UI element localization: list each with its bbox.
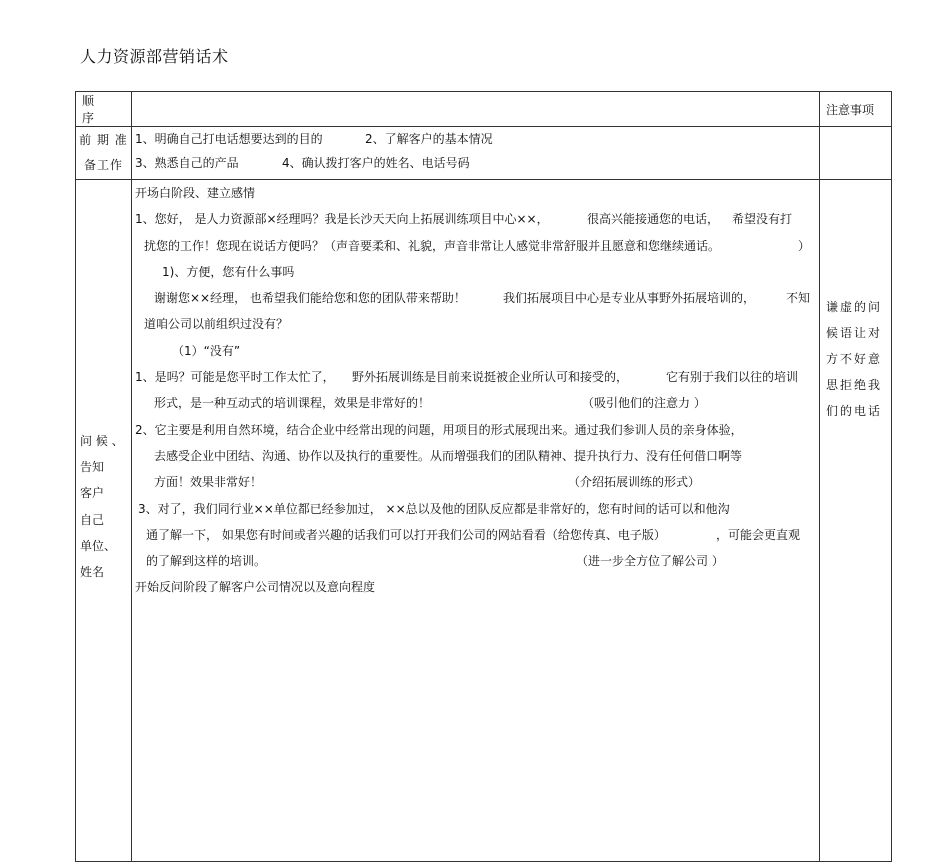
prep-item-1: 1、明确自己打电话想要达到的目的 xyxy=(135,132,323,146)
script-line-thanks-cont: 道咱公司以前组织过没有？ xyxy=(144,317,289,332)
greeting-note-cell xyxy=(820,180,892,862)
note-line: 们的电话 xyxy=(826,404,883,418)
greeting-label-line: 客户 xyxy=(80,486,105,501)
script-text: 不知 xyxy=(786,291,811,306)
note-line: 候语让对 xyxy=(826,326,883,340)
script-line-convenient: 1)、方便，您有什么事吗 xyxy=(162,264,295,279)
greeting-content-cell xyxy=(132,180,820,862)
prep-label-line: 备工作 xyxy=(83,158,123,172)
table-header-row xyxy=(76,92,892,127)
script-line-point2-cont: 去感受企业中团结、沟通、协作以及执行的重要性。从而增强我们的团队精神、提升执行力、没有任何借口啊等 xyxy=(154,448,743,463)
script-text: 它有别于我们以往的培训 xyxy=(666,370,799,385)
script-line-point2-end xyxy=(132,469,819,495)
script-text: 很高兴能接通您的电话， xyxy=(587,212,720,227)
prep-label-cell xyxy=(76,127,132,180)
script-text: ，可能会更直观 xyxy=(716,527,801,542)
header-sequence-cell xyxy=(76,92,132,127)
document-title: 人力资源部营销话术 xyxy=(80,47,229,66)
prep-item-2: 2、了解客户的基本情况 xyxy=(365,132,493,146)
script-line-point3-end xyxy=(132,548,819,574)
prep-line-2 xyxy=(132,151,819,175)
greeting-row xyxy=(76,180,892,862)
script-text: 谢谢您××经理， 也希望我们能给您和您的团队带来帮助！ xyxy=(154,291,466,306)
script-text: （进一步全方位了解公司 ） xyxy=(576,554,724,569)
script-text: 方面！效果非常好！ xyxy=(154,475,263,490)
prep-item-3: 3、熟悉自己的产品 xyxy=(135,156,239,170)
header-note-cell xyxy=(820,92,892,127)
prep-content-cell xyxy=(132,127,820,180)
greeting-label-line: 问 候 、 xyxy=(80,434,124,448)
script-text: ） xyxy=(798,238,811,253)
greeting-label-line: 自己 xyxy=(80,512,105,527)
script-text: 1、您好， 是人力资源部×经理吗？我是长沙天天向上拓展训练项目中心××， xyxy=(135,212,549,227)
note-line: 方不好意 xyxy=(826,352,883,366)
script-text: 希望没有打 xyxy=(732,212,793,227)
script-line-point1-cont xyxy=(132,390,819,416)
header-sequence-label: 顺 序 xyxy=(82,94,105,125)
script-text: 的了解到这样的培训。 xyxy=(146,554,267,569)
header-note-label: 注意事项 xyxy=(826,102,875,117)
script-text: 扰您的工作！您现在说话方便吗？（声音要柔和、礼貌，声音非常让人感觉非常舒服并且愿意和您继续通话。 xyxy=(144,238,721,253)
script-line-thanks xyxy=(132,285,819,311)
note-line: 思拒绝我 xyxy=(826,378,883,392)
script-text: （介绍拓展训练的形式） xyxy=(568,475,701,490)
greeting-label-line: 单位、 xyxy=(80,538,117,553)
script-line-greeting xyxy=(132,206,819,232)
script-line-point3-cont xyxy=(132,522,819,548)
prep-item-4: 4、确认拨打客户的姓名、电话号码 xyxy=(282,156,470,170)
prep-label-line: 前 期 准 xyxy=(79,133,128,147)
script-text: 形式，是一种互动式的培训课程，效果是非常好的！ xyxy=(154,396,431,411)
greeting-label-line: 姓名 xyxy=(80,564,105,579)
header-content-cell xyxy=(132,92,820,127)
script-text: （吸引他们的注意力 ） xyxy=(582,396,706,411)
script-text: 1、是吗？可能是您平时工作太忙了， xyxy=(135,370,335,385)
script-text: 我们拓展项目中心是专业从事野外拓展培训的， xyxy=(503,291,756,306)
sales-script-table xyxy=(75,91,892,862)
script-line-point3: 3、对了，我们同行业××单位都已经参加过， ××总以及他的团队反应都是非常好的，您有时间的话可以和他沟 xyxy=(138,501,730,516)
script-line-greeting-cont xyxy=(132,233,819,259)
script-line-no: （1）“没有” xyxy=(172,343,241,358)
script-line-point2: 2、它主要是利用自然环境，结合企业中经常出现的问题，用项目的形式展现出来。通过我们参训人员的亲身体验， xyxy=(135,422,743,437)
note-line: 谦虚的问 xyxy=(826,300,883,314)
script-line-opening: 开场白阶段、建立感情 xyxy=(135,186,256,200)
greeting-label-cell xyxy=(76,180,132,862)
script-text: 通了解一下， 如果您有时间或者兴趣的话我们可以打开我们公司的网站看看（给您传真、电子版） xyxy=(146,527,666,542)
prep-note-cell xyxy=(820,127,892,180)
prep-line-1 xyxy=(132,127,819,151)
script-line-reverse-questions: 开始反问阶段了解客户公司情况以及意向程度 xyxy=(135,580,376,595)
prep-row xyxy=(76,127,892,180)
greeting-label-line: 告知 xyxy=(80,460,105,475)
script-text: 野外拓展训练是目前来说挺被企业所认可和接受的， xyxy=(352,370,629,385)
script-line-point1 xyxy=(132,364,819,390)
